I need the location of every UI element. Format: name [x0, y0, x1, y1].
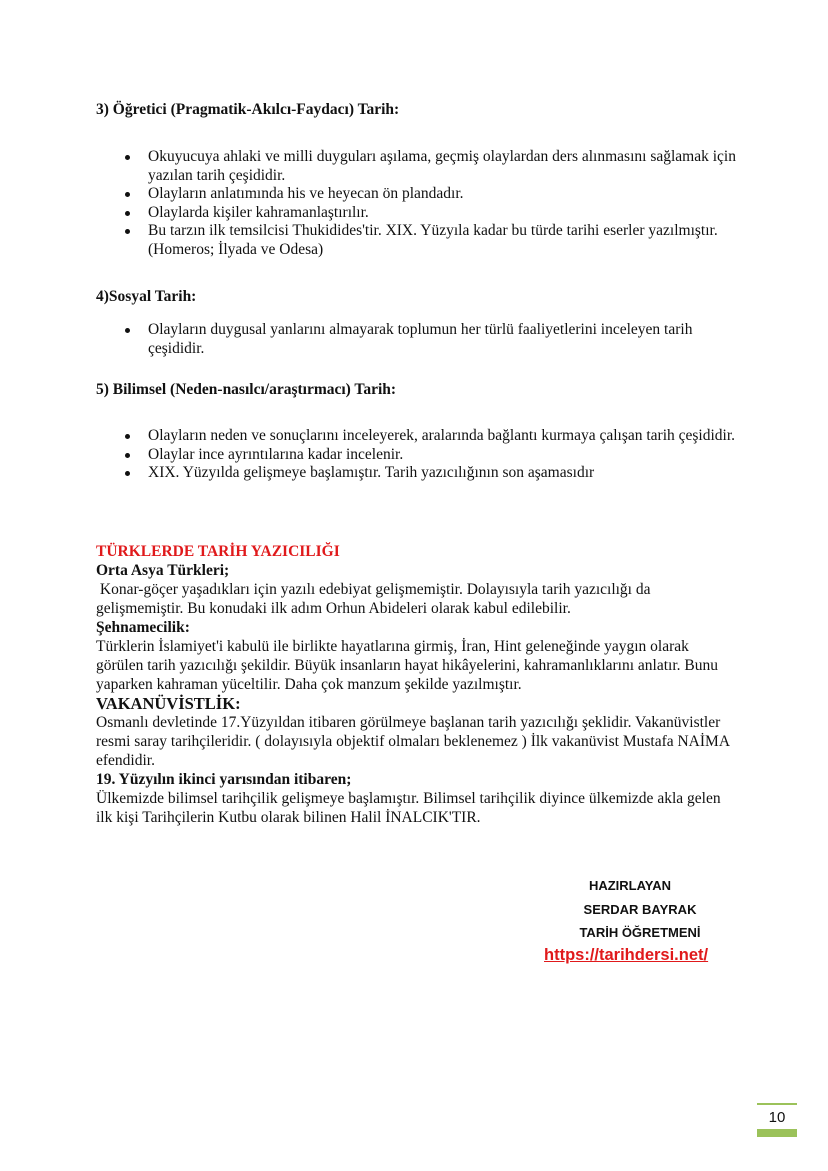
signature-prepared-by: HAZIRLAYAN — [588, 878, 672, 893]
list-item: Olayların duygusal yanlarını almayarak toplumun her türlü faaliyetlerini inceleyen tarih çeşididir. — [96, 321, 736, 358]
list-item: Bu tarzın ilk temsilcisi Thukidides'tir. XIX. Yüzyıla kadar bu türde tarihi eserler yazılmıştır. (Homeros; İlyada ve Odesa) — [96, 222, 736, 259]
section-heading-sosyal: 4)Sosyal Tarih: — [96, 288, 197, 305]
page-number-text: 10 — [768, 1109, 786, 1126]
paragraph-vakanuvistlik: Osmanlı devletinde 17.Yüzyıldan itibaren görülmeye başlanan tarih yazıcılığı şeklidir. Vakanüvistler resmi saray tarihçileridir. ( dolayısıyla objektif olmaları beklenemez ) İlk vakanüvist Mustafa NAİMA efendidir. — [96, 714, 730, 769]
paragraph-19-yuzyil: Ülkemizde bilimsel tarihçilik gelişmeye başlamıştır. Bilimsel tarihçilik diyince ülkemizde akla gelen ilk kişi Tarihçilerin Kutbu olarak bilinen Halil İNALCIK'TIR. — [96, 790, 721, 826]
page-number — [757, 1103, 797, 1137]
turkish-historiography — [96, 542, 736, 827]
sosyal-list — [96, 321, 736, 358]
ogretici-list — [96, 148, 736, 259]
subheading-19-yuzyil: 19. Yüzyılın ikinci yarısından itibaren; — [96, 771, 352, 788]
signature-title: TARİH ÖĞRETMENİ — [579, 925, 701, 940]
subheading-sehnamecilik: Şehnamecilik: — [96, 619, 190, 636]
section-heading-bilimsel: 5) Bilimsel (Neden-nasılcı/araştırmacı) Tarih: — [96, 381, 397, 398]
page-number-bar — [757, 1129, 797, 1137]
list-item: Olaylar ince ayrıntılarına kadar incelenir. — [96, 446, 736, 465]
list-item: Olayların anlatımında his ve heyecan ön plandadır. — [96, 185, 736, 204]
list-item: Okuyucuya ahlaki ve milli duyguları aşılama, geçmiş olaylardan ders alınmasını sağlamak için yazılan tarih çeşididir. — [96, 148, 736, 185]
signature-name: SERDAR BAYRAK — [583, 902, 697, 917]
subheading-vakanuvistlik: VAKANÜVİSTLİK: — [96, 694, 241, 713]
paragraph-orta-asya: Konar-göçer yaşadıkları için yazılı edebiyat gelişmemiştir. Dolayısıyla tarih yazıcılığı da gelişmemiştir. Bu konudaki ilk adım Orhun Abideleri olarak kabul edilebilir. — [96, 581, 655, 617]
bilimsel-list — [96, 427, 736, 483]
list-item: XIX. Yüzyılda gelişmeye başlamıştır. Tarih yazıcılığının son aşamasıdır — [96, 464, 736, 483]
section-heading-ogretici: 3) Öğretici (Pragmatik-Akılcı-Faydacı) Tarih: — [96, 101, 400, 118]
section-title: TÜRKLERDE TARİH YAZICILIĞI — [96, 543, 340, 560]
website-link[interactable]: https://tarihdersi.net/ — [544, 946, 709, 964]
subheading-orta-asya: Orta Asya Türkleri; — [96, 562, 230, 579]
paragraph-sehnamecilik: Türklerin İslamiyet'i kabulü ile birlikte hayatlarına girmiş, İran, Hint geleneğinde yaygın olarak görülen tarih yazıcılığı şekildir. Büyük insanların hayat hikâyelerini, kahramanlıklarını anlatır. Bunu yaparken kahraman yüceltilir. Daha çok manzum şekilde yazılmıştır. — [96, 638, 718, 693]
list-item: Olayların neden ve sonuçlarını inceleyerek, aralarında bağlantı kurmaya çalışan tarih çeşididir. — [96, 427, 736, 446]
list-item: Olaylarda kişiler kahramanlaştırılır. — [96, 204, 736, 223]
